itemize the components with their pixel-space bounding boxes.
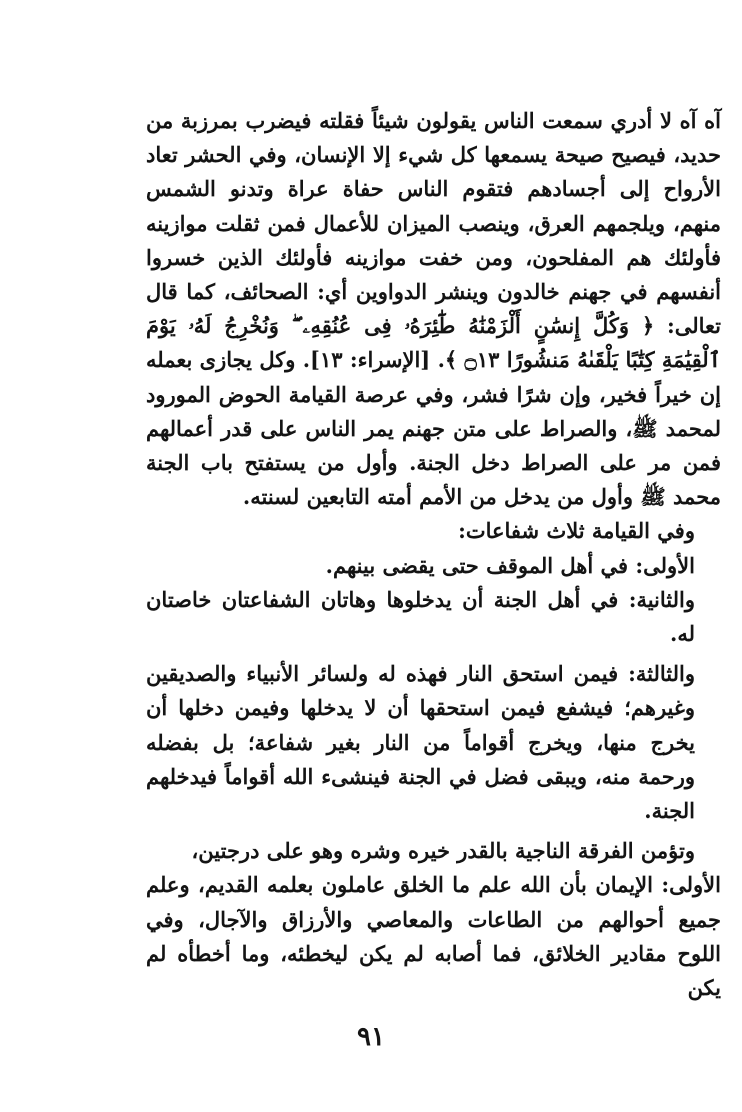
paragraph-hereafter xyxy=(146,104,721,514)
paragraph-qadar xyxy=(146,834,721,868)
intercession-label: والثانية: xyxy=(628,586,695,612)
paragraph-text: . [الإسراء: ١٣]. وكل يجازى بعمله إن خيراً فخير، وإن شرًا فشر، وفي عرصة القيامة الحوض المورود لمحمد ﷺ، والصراط على متن جهنم يمر الناس على قدر أعمالهم فمن مر على الصراط دخل الجنة. وأول من يستفتح باب الجنة محمد ﷺ وأول من يدخل من الأمم أمته التابعين لسنته. xyxy=(146,347,721,510)
paragraph-degree-first: الأولى: الإيمان بأن الله علم ما الخلق عاملون بعلمه القديم، وعلم جميع أحوالهم من الطاعات والمعاصي والأرزاق والآجال، وفي اللوح مقادير الخلائق، فما أصابه لم يكن ليخطئه، وما أخطأه لم يكن xyxy=(146,872,721,1001)
intercession-second xyxy=(146,583,721,651)
intercession-label: الأولى: xyxy=(635,552,695,578)
qadar-label: وتؤمن الفرقة الناجية xyxy=(515,838,695,864)
quran-verse: ﴿ وَكُلَّ إِنسَٰنٍ أَلْزَمْنَٰهُ طَٰٓئِرَهُۥ فِى عُنُقِهِۦ ۖ وَنُخْرِجُ لَهُۥ يَوْمَ ٱلْقِيَٰمَةِ كِتَٰبًا يَلْقَىٰهُ مَنشُورًا ۝١٣ ﴾ xyxy=(146,313,721,373)
intercession-text: في أهل الموقف حتى يقضى بينهم. xyxy=(325,552,636,578)
paragraph-text: آه آه لا أدري سمعت الناس يقولون شيئاً فقلته فيضرب بمرزبة من حديد، فيصيح صيحة يسمعها كل شيء إلا الإنسان، وفي الحشر تعاد الأرواح إلى أجسادهم فتقوم الناس حفاة عراة وتدنو الشمس منهم، ويلجمهم العرق، وينصب الميزان للأعمال فمن ثقلت موازينه فأولئك هم المفلحون، ومن خفت موازينه فأولئك الذين خسروا أنفسهم في جهنم خالدون وينشر الدواوين أي: الصحائف، كما قال تعالى: xyxy=(146,108,721,339)
body-text xyxy=(146,104,721,1005)
qadar-text: بالقدر خيره وشره وهو على درجتين، xyxy=(191,838,516,864)
intercession-label: والثالثة: xyxy=(628,661,695,687)
intercession-first xyxy=(146,549,721,583)
intercessions-intro: وفي القيامة ثلاث شفاعات: xyxy=(458,518,695,544)
page-number: ٩١ xyxy=(357,1022,385,1052)
intercession-text: في أهل الجنة أن يدخلوها وهاتان الشفاعتان خاصتان له. xyxy=(146,586,695,647)
intercession-text: فيمن استحق النار فهذه له ولسائر الأنبياء والصديقين وغيرهم؛ فيشفع فيمن استحقها أن لا يدخلها وفيمن دخلها أن يخرج منها، ويخرج أقواماً من النار بغير شفاعة؛ بل بفضله ورحمة منه، ويبقى فضل في الجنة فينشىء الله أقواماً فيدخلهم الجنة. xyxy=(146,661,695,824)
intercession-third xyxy=(146,657,721,828)
